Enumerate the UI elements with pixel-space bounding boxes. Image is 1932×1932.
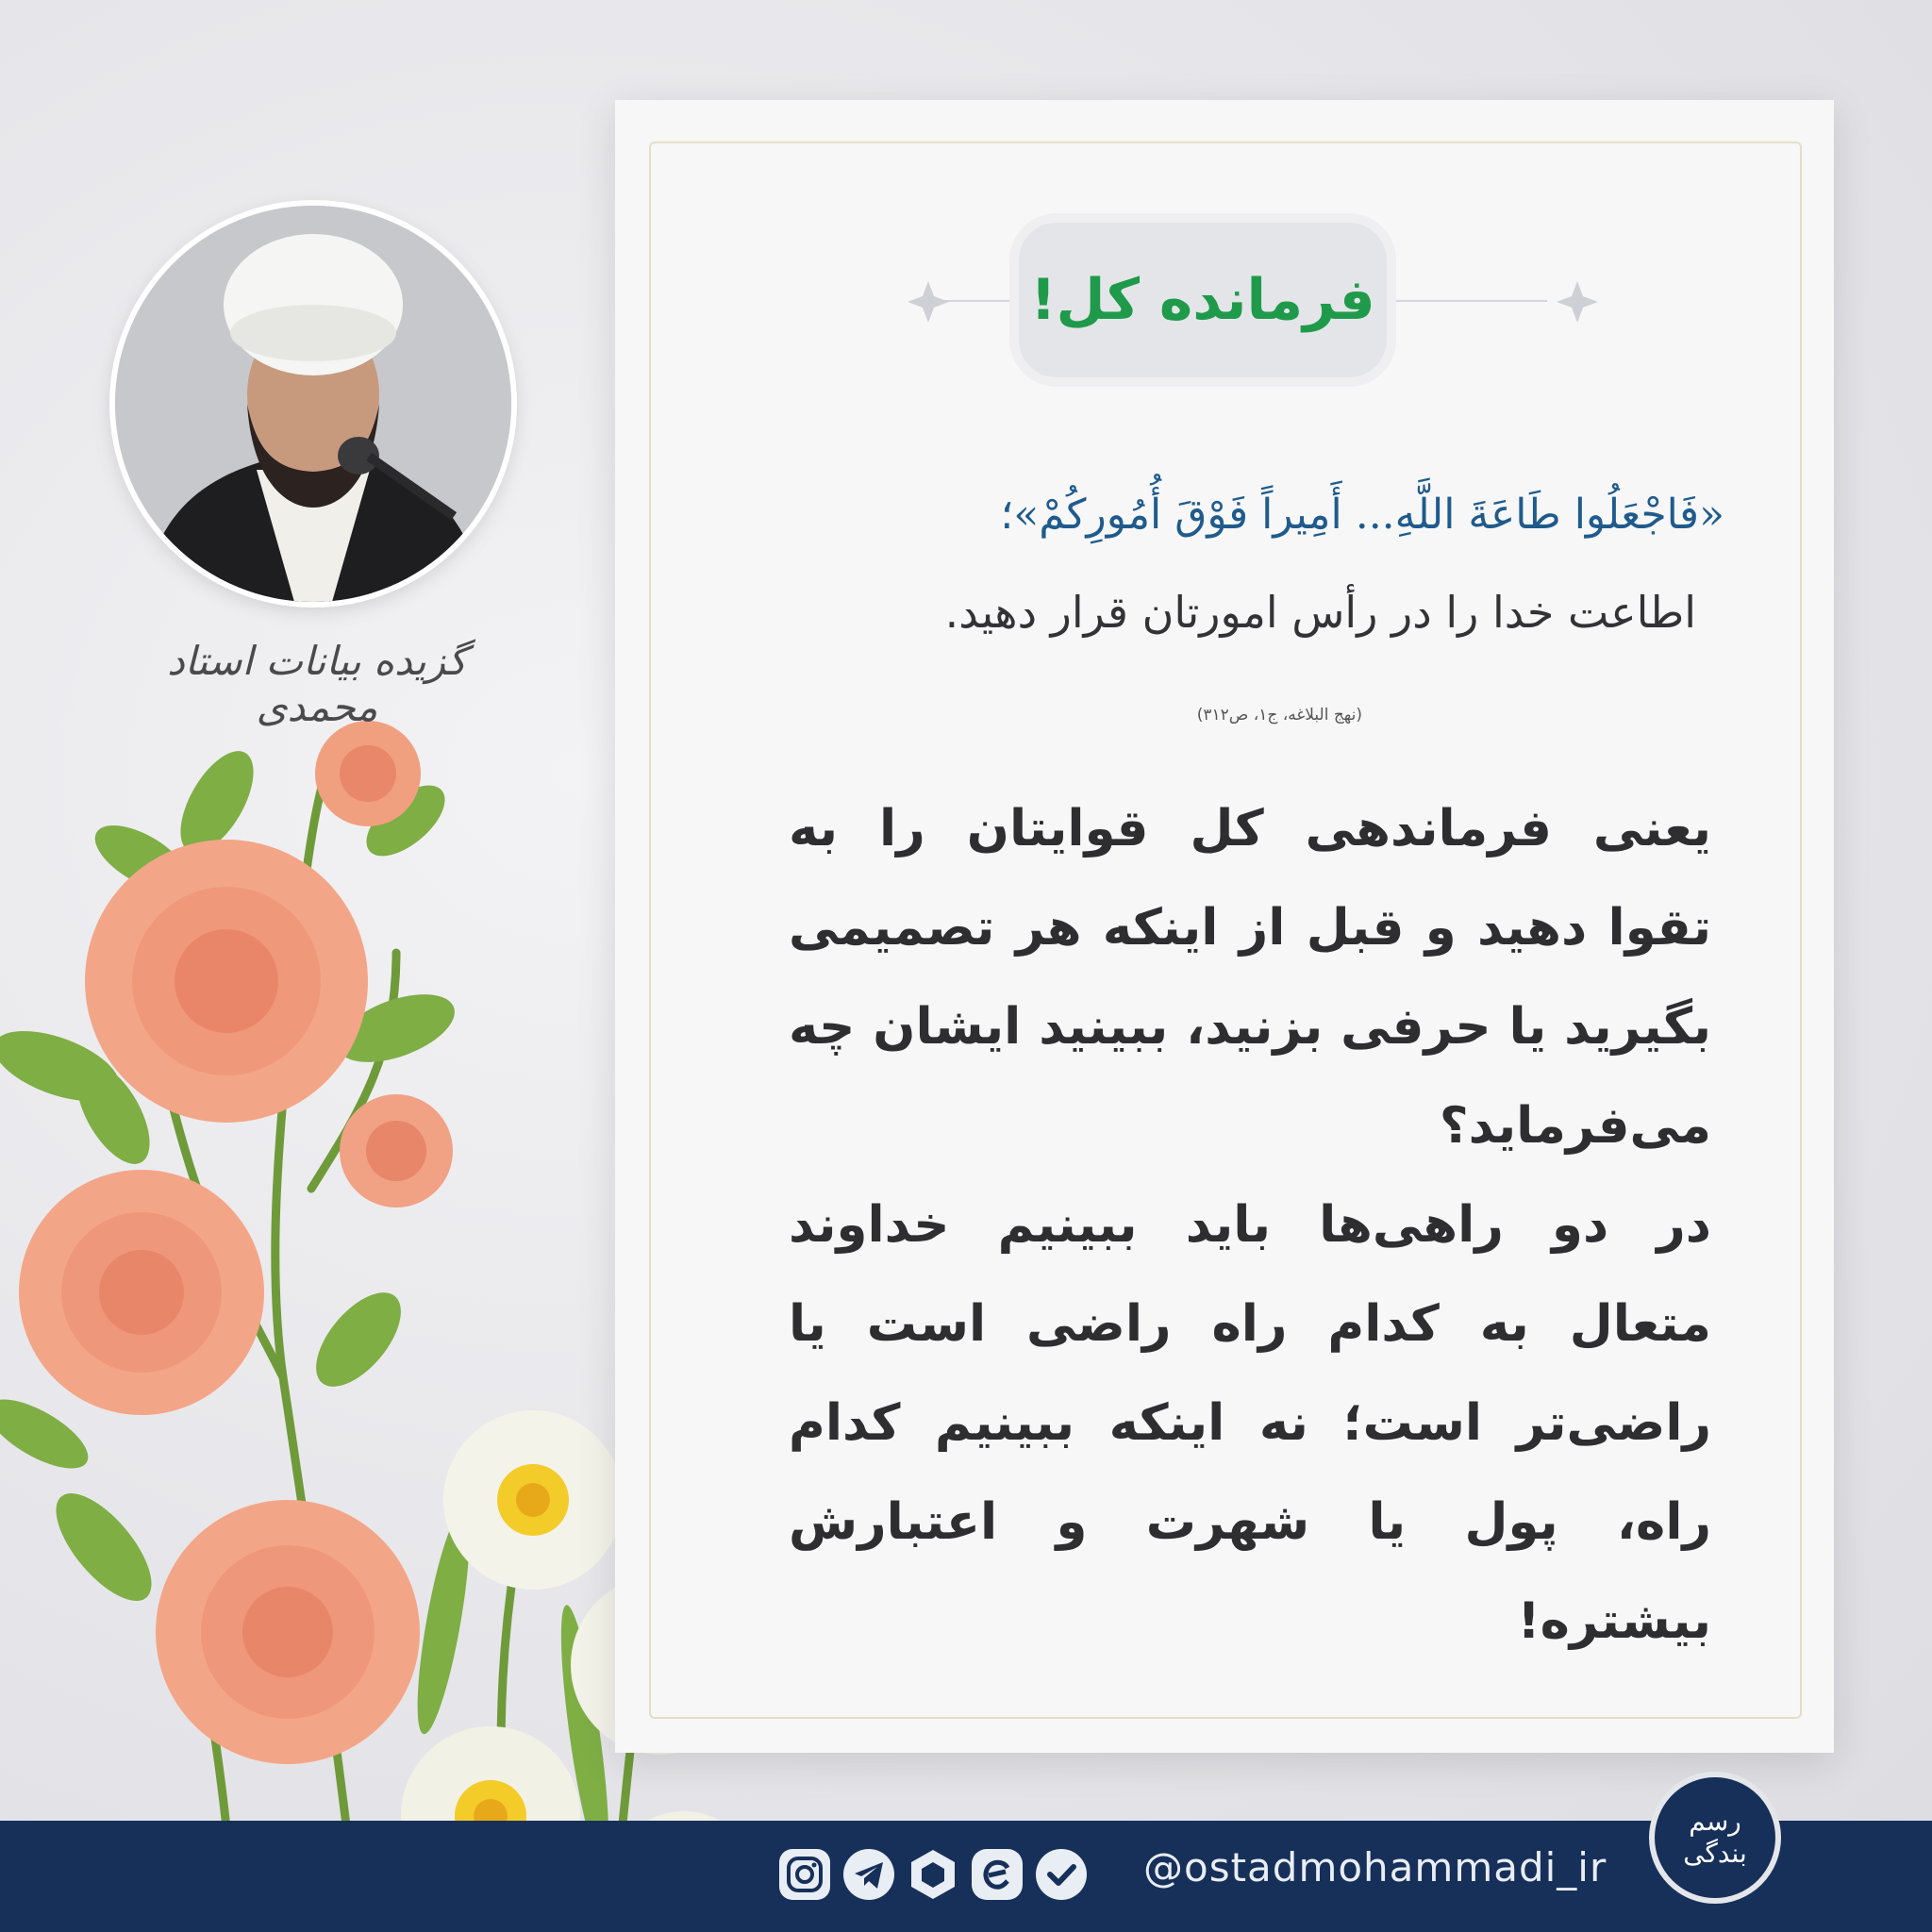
ornament-right-icon	[1555, 279, 1600, 325]
source-reference: (نهج البلاغه، ج۱، ص۳۱۲)	[1196, 706, 1362, 724]
brand-logo-text: رسم بندگی	[1683, 1806, 1747, 1869]
title-divider-right	[1396, 300, 1547, 302]
verse-translation: اطاعت خدا را در رأس امورتان قرار دهید.	[944, 587, 1696, 638]
bale-icon[interactable]	[906, 1847, 960, 1902]
social-handle[interactable]: @ostadmohammadi_ir	[1143, 1844, 1607, 1890]
instagram-icon[interactable]	[777, 1847, 832, 1902]
ornament-left-icon	[906, 279, 951, 325]
speaker-caption: گزیده بیانات استاد محمدی	[167, 638, 467, 730]
title-divider-left	[943, 300, 1009, 302]
eitaa-icon[interactable]	[970, 1847, 1024, 1902]
telegram-icon[interactable]	[841, 1847, 896, 1902]
body-paragraph: یعنی فرماندهی کل قوایتان را به تقوا دهید و قبل از اینکه هر تصمیمی بگیرید یا حرفی بزنید، ببینید ایشان چه می‌فرماید؟	[789, 800, 1711, 1155]
quran-verse: «فَاجْعَلُوا طَاعَةَ اللَّهِ... أَمِيراً فَوْقَ أُمُورِكُمْ»؛	[1000, 491, 1724, 539]
page-title: فرمانده کل!	[1030, 267, 1375, 333]
speaker-portrait	[115, 206, 511, 602]
footer-bar	[0, 1821, 1932, 1932]
body-text	[789, 779, 1711, 1671]
title-banner	[1019, 223, 1387, 377]
rubika-icon[interactable]	[1034, 1847, 1089, 1902]
brand-logo	[1649, 1772, 1781, 1904]
body-paragraph: در دو راهی‌ها باید ببینیم خداوند متعال به کدام راه راضی است یا راضی‌تر است؛ نه اینکه ببینیم کدام راه، پول یا شهرت و اعتبارش بیشتره!	[789, 1196, 1711, 1650]
